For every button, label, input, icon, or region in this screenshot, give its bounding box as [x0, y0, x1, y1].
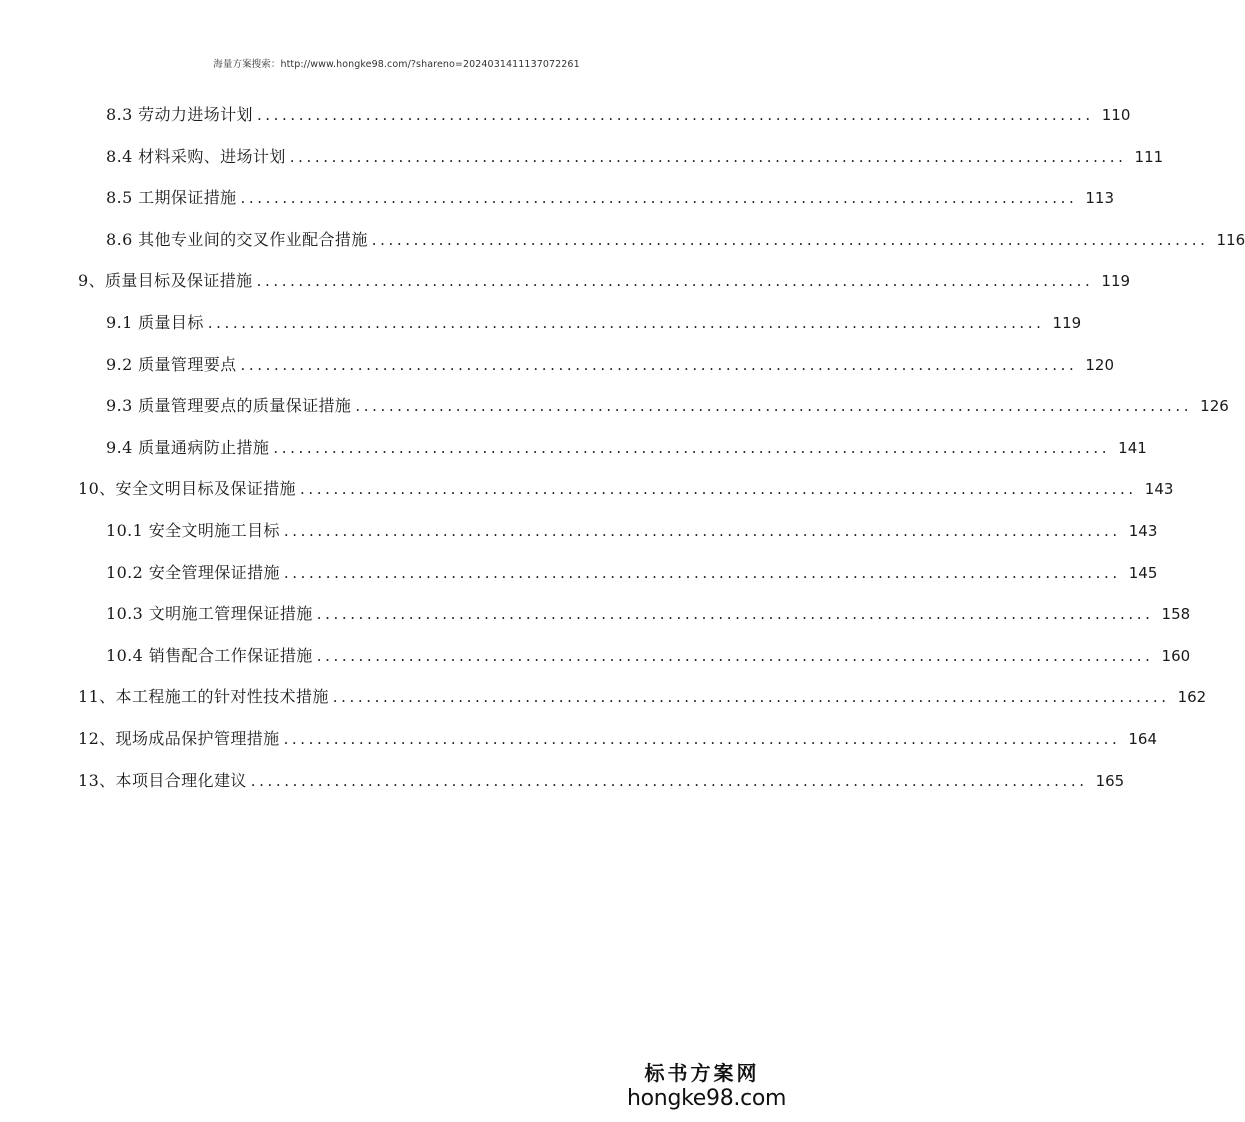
toc-entry[interactable] [0, 179, 1114, 209]
toc-entry[interactable] [0, 262, 1131, 292]
toc-leader-dots: .................................................................................................... [207, 314, 1045, 332]
toc-entry[interactable] [0, 346, 1114, 376]
toc-leader-dots: .................................................................................................... [273, 439, 1111, 457]
toc-entry-label: 13、本项目合理化建议 [78, 771, 247, 790]
toc-leader-dots: .................................................................................................... [283, 564, 1121, 582]
toc-page-number: 126 [1200, 397, 1229, 415]
toc-entry-label: 8.4 材料采购、进场计划 [106, 147, 286, 166]
toc-entry-label: 10.3 文明施工管理保证措施 [106, 604, 313, 623]
toc-entry-label: 10.1 安全文明施工目标 [106, 521, 280, 540]
toc-leader-dots: .................................................................................................... [371, 231, 1209, 249]
header-search-url[interactable]: 海量方案搜索：http://www.hongke98.com/?shareno=2024031411137072261 [213, 59, 580, 70]
toc-leader-dots: .................................................................................................... [240, 356, 1078, 374]
toc-entry[interactable] [0, 595, 1191, 625]
toc-page-number: 119 [1052, 314, 1082, 332]
toc-page-number: 119 [1101, 272, 1131, 290]
toc-entry[interactable] [0, 387, 1229, 417]
toc-entry[interactable] [0, 554, 1158, 584]
toc-entry[interactable] [0, 304, 1082, 334]
toc-leader-dots: .................................................................................................... [283, 522, 1121, 540]
toc-page-number: 164 [1128, 730, 1158, 748]
toc-page-number: 160 [1161, 647, 1191, 665]
toc-page-number: 158 [1161, 605, 1191, 623]
toc-leader-dots: .................................................................................................... [250, 772, 1088, 790]
toc-entry-label: 8.5 工期保证措施 [106, 188, 237, 207]
toc-entry[interactable] [0, 221, 1245, 251]
toc-entry-label: 11、本工程施工的针对性技术措施 [78, 687, 329, 706]
toc-entry-label: 9.1 质量目标 [106, 313, 204, 332]
watermark-en-text: hongke98.com [627, 1086, 787, 1111]
toc-page-number: 116 [1216, 231, 1245, 249]
toc-page-number: 145 [1128, 564, 1158, 582]
toc-entry-label: 8.3 劳动力进场计划 [106, 105, 253, 124]
toc-entry-label: 10、安全文明目标及保证措施 [78, 479, 296, 498]
toc-entry[interactable] [0, 720, 1158, 750]
toc-leader-dots: .................................................................................................... [283, 730, 1121, 748]
toc-page-number: 143 [1144, 480, 1174, 498]
toc-entry[interactable] [0, 429, 1147, 459]
toc-page-number: 111 [1134, 148, 1164, 166]
site-watermark-logo [627, 1060, 787, 1112]
toc-entry[interactable] [0, 512, 1158, 542]
toc-entry-label: 10.4 销售配合工作保证措施 [106, 646, 313, 665]
toc-leader-dots: .................................................................................................... [332, 688, 1170, 706]
toc-leader-dots: .................................................................................................... [289, 148, 1127, 166]
toc-leader-dots: .................................................................................................... [316, 647, 1154, 665]
toc-leader-dots: .................................................................................................... [299, 480, 1137, 498]
toc-entry[interactable] [0, 470, 1174, 500]
toc-leader-dots: .................................................................................................... [256, 106, 1094, 124]
toc-entry[interactable] [0, 96, 1131, 126]
watermark-cn-text: 标书方案网 [644, 1061, 760, 1085]
toc-leader-dots: .................................................................................................... [316, 605, 1154, 623]
toc-leader-dots: .................................................................................................... [240, 189, 1078, 207]
toc-entry-label: 9、质量目标及保证措施 [78, 271, 253, 290]
toc-page-number: 141 [1118, 439, 1147, 457]
toc-leader-dots: .................................................................................................... [256, 272, 1094, 290]
toc-page-number: 165 [1095, 772, 1125, 790]
toc-entry[interactable] [0, 138, 1164, 168]
toc-page-number: 162 [1177, 688, 1207, 706]
toc-page-number: 120 [1085, 356, 1114, 374]
toc-entry[interactable] [0, 762, 1125, 792]
toc-entry-label: 10.2 安全管理保证措施 [106, 563, 280, 582]
toc-page-number: 113 [1085, 189, 1114, 207]
toc-entry-label: 8.6 其他专业间的交叉作业配合措施 [106, 230, 368, 249]
toc-entry-label: 9.2 质量管理要点 [106, 355, 237, 374]
toc-page-number: 110 [1101, 106, 1131, 124]
toc-leader-dots: .................................................................................................... [355, 397, 1193, 415]
toc-entry-label: 12、现场成品保护管理措施 [78, 729, 280, 748]
toc-entry[interactable] [0, 637, 1191, 667]
toc-page-number: 143 [1128, 522, 1158, 540]
toc-entry-label: 9.4 质量通病防止措施 [106, 438, 270, 457]
toc-entry-label: 9.3 质量管理要点的质量保证措施 [106, 396, 352, 415]
toc-entry[interactable] [0, 678, 1207, 708]
